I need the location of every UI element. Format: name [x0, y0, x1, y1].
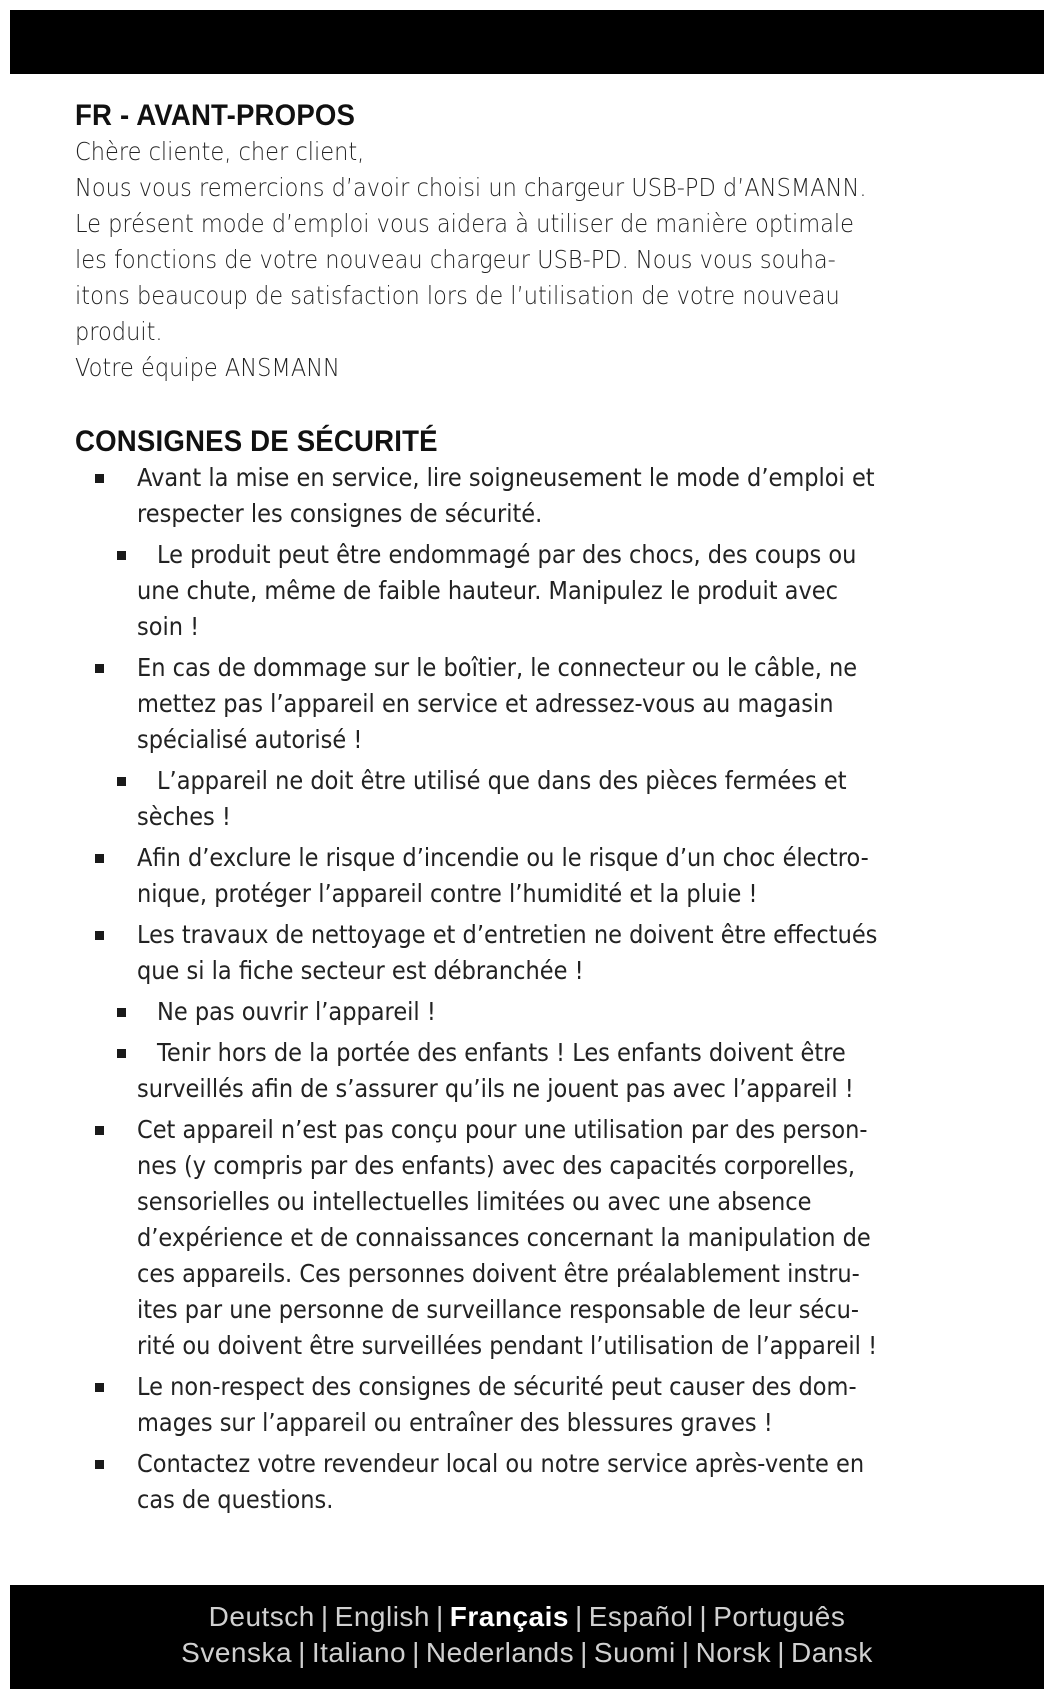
- safety-item: En cas de dommage sur le boîtier, le connecteur ou le câble, ne mettez pas l’appareil en service et adressez-vous au magasin spécialisé autorisé !: [75, 650, 990, 758]
- safety-list: [75, 460, 990, 1518]
- language-row-1: Deutsch | English | Français | Español | Português: [208, 1601, 846, 1632]
- safety-item: Le produit peut être endommagé par des chocs, des coups ou une chute, même de faible hauteur. Manipulez le produit avec soin !: [75, 537, 990, 645]
- safety-item: Les travaux de nettoyage et d’entretien ne doivent être effectués que si la fiche secteur est débranchée !: [75, 917, 990, 989]
- square-bullet-icon: [95, 1126, 104, 1135]
- square-bullet-icon: [95, 854, 104, 863]
- foreword-line: Nous vous remercions d’avoir choisi un chargeur USB-PD d’ANSMANN.: [75, 173, 867, 202]
- language-link-deutsch[interactable]: Deutsch: [208, 1601, 315, 1632]
- safety-heading: CONSIGNES DE SÉCURITÉ: [75, 425, 438, 458]
- language-row-2: Svenska | Italiano | Nederlands | Suomi | Norsk | Dansk: [181, 1637, 873, 1668]
- square-bullet-icon: [117, 551, 126, 560]
- language-link-francais[interactable]: Français: [449, 1601, 569, 1632]
- square-bullet-icon: [117, 777, 126, 786]
- foreword-text: [75, 134, 990, 386]
- square-bullet-icon: [95, 664, 104, 673]
- language-link-suomi[interactable]: Suomi: [593, 1637, 676, 1668]
- safety-item: Afin d’exclure le risque d’incendie ou le risque d’un choc électro- nique, protéger l’appareil contre l’humidité et la pluie !: [75, 840, 990, 912]
- language-link-svenska[interactable]: Svenska: [181, 1637, 293, 1668]
- foreword-line: itons beaucoup de satisfaction lors de l’utilisation de votre nouveau: [75, 281, 840, 310]
- square-bullet-icon: [117, 1049, 126, 1058]
- foreword-line: Chère cliente, cher client,: [75, 137, 365, 166]
- language-link-english[interactable]: English: [334, 1601, 430, 1632]
- language-link-nederlands[interactable]: Nederlands: [425, 1637, 575, 1668]
- square-bullet-icon: [95, 1383, 104, 1392]
- square-bullet-icon: [95, 931, 104, 940]
- language-link-italiano[interactable]: Italiano: [311, 1637, 407, 1668]
- language-link-dansk[interactable]: Dansk: [790, 1637, 873, 1668]
- square-bullet-icon: [117, 1008, 126, 1017]
- foreword-heading: FR - AVANT-PROPOS: [75, 99, 356, 132]
- square-bullet-icon: [95, 474, 104, 483]
- safety-item: Tenir hors de la portée des enfants ! Les enfants doivent être surveillés afin de s’assurer qu’ils ne jouent pas avec l’appareil !: [75, 1035, 990, 1107]
- foreword-line: Le présent mode d’emploi vous aidera à utiliser de manière optimale: [75, 209, 855, 238]
- safety-item: Cet appareil n’est pas conçu pour une utilisation par des person- nes (y compris par des enfants) avec des capacités corporelles, sensorielles ou intellectuelles limitées ou avec une absence d’expérience et de connaissances concernant la manipulation de ces appareils. Ces personnes doivent être préalablement instru- ites par une personne de surveillance responsable de leur sécu- rité ou doivent être surveillées pendant l’utilisation de l’appareil !: [75, 1112, 990, 1364]
- language-link-espanol[interactable]: Español: [588, 1601, 694, 1632]
- foreword-line: les fonctions de votre nouveau chargeur USB-PD. Nous vous souha-: [75, 245, 836, 274]
- safety-item: Avant la mise en service, lire soigneusement le mode d’emploi et respecter les consignes de sécurité.: [75, 460, 990, 532]
- foreword-line: produit.: [75, 317, 163, 346]
- safety-item: Ne pas ouvrir l’appareil !: [75, 994, 990, 1030]
- square-bullet-icon: [95, 1460, 104, 1469]
- language-bar: [10, 1585, 1044, 1689]
- safety-item: Contactez votre revendeur local ou notre service après-vente en cas de questions.: [75, 1446, 990, 1518]
- language-link-portugues[interactable]: Português: [713, 1601, 846, 1632]
- foreword-line: Votre équipe ANSMANN: [75, 353, 340, 382]
- language-link-norsk[interactable]: Norsk: [695, 1637, 772, 1668]
- page-content: [75, 98, 990, 1523]
- safety-item: L’appareil ne doit être utilisé que dans des pièces fermées et sèches !: [75, 763, 990, 835]
- top-black-bar: [10, 10, 1044, 74]
- safety-item: Le non-respect des consignes de sécurité peut causer des dom- mages sur l’appareil ou entraîner des blessures graves !: [75, 1369, 990, 1441]
